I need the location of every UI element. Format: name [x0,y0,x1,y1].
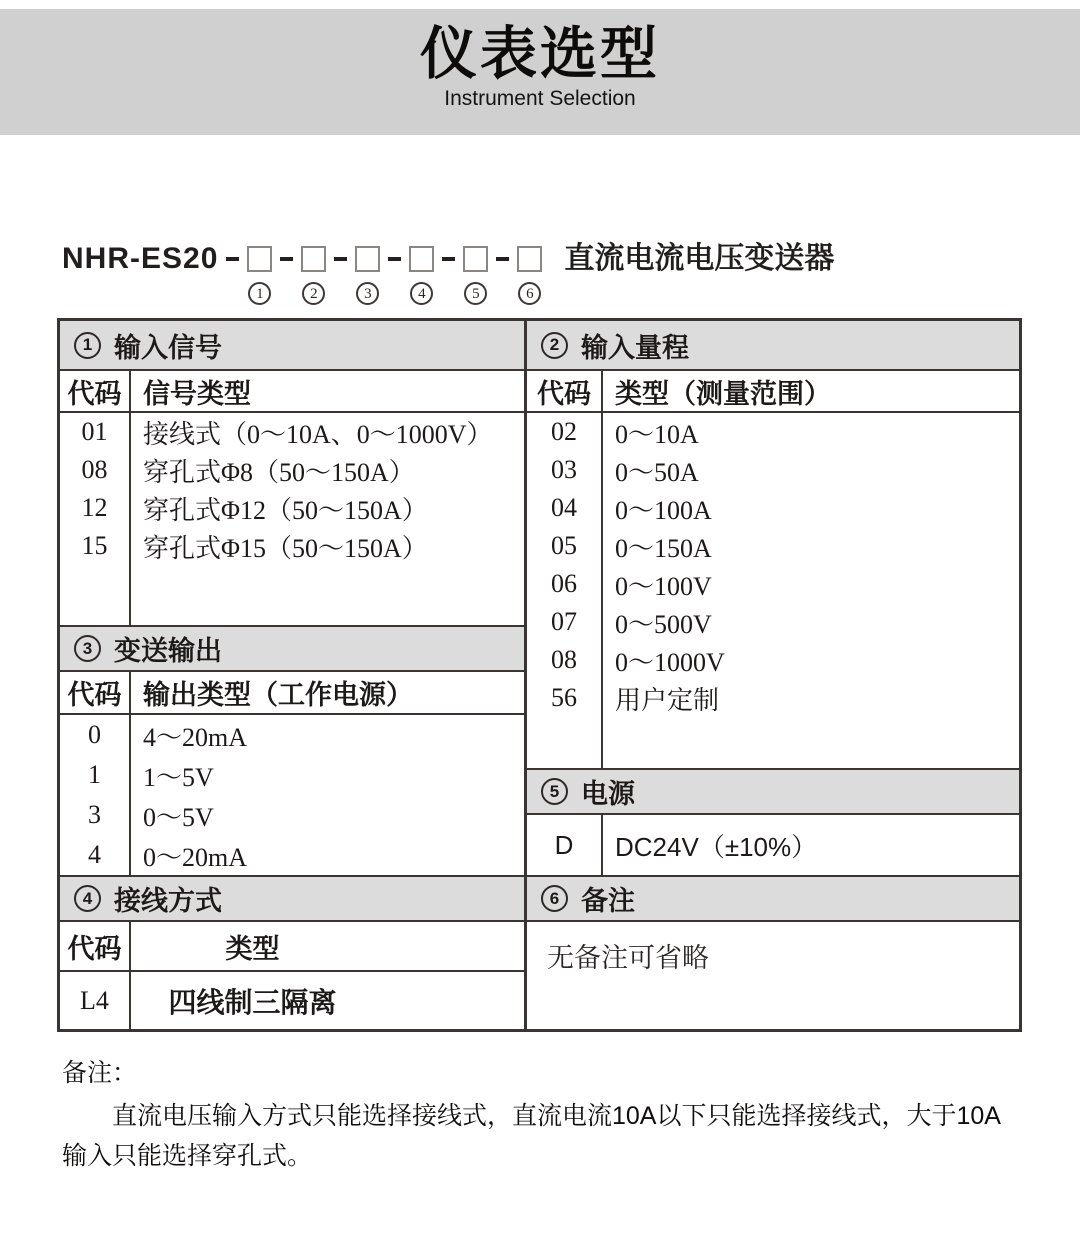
cell-code: 4 [60,835,131,875]
header-cell-code: 代码 [60,672,131,713]
column-header-row [60,672,524,715]
section-number-badge: 6 [541,885,568,912]
selection-table [57,318,1022,1032]
dash-separator [334,257,347,261]
cell-desc: 4～20mA [143,722,248,752]
cell-desc: 穿孔式Φ15（50～150A） [143,533,428,563]
cell-desc: 0～500V [615,609,712,639]
table-row [60,715,524,755]
section-number-badge: 1 [74,332,101,359]
column-header-row [60,371,524,413]
model-digit-box [247,246,272,272]
cell-code: 08 [60,451,131,489]
column-header-row [527,371,1019,413]
footnote-label: 备注： [62,1059,138,1087]
cell-code: 3 [60,795,131,835]
model-prefix: NHR-ES20 [62,242,219,275]
section-number-badge: 2 [541,332,568,359]
cell-code: 04 [527,489,603,527]
table-row [60,451,524,489]
cell-code: 1 [60,755,131,795]
section-title: 变送输出 [114,636,222,666]
table-row [527,679,1019,717]
model-slot-2 [301,242,326,305]
circled-number: 3 [356,282,379,305]
page-subtitle: Instrument Selection [444,87,636,110]
model-digit-box [409,246,434,272]
section-title: 输入量程 [581,332,689,363]
model-slot-3 [355,242,380,305]
cell-code: 08 [527,641,603,679]
cell-desc: 四线制三隔离 [168,987,337,1019]
cell-code: 56 [527,679,603,717]
cell-desc: 0～100A [615,495,712,525]
circled-number: 4 [410,282,433,305]
header-cell-code: 代码 [527,371,603,411]
section-title: 接线方式 [114,886,222,916]
section-header-input-range [527,321,1019,371]
cell-code: 03 [527,451,603,489]
title-banner [0,9,1080,135]
section-title: 备注 [581,886,635,916]
cell-code: 0 [60,715,131,755]
model-digit-box [517,246,542,272]
table-row [527,489,1019,527]
cell-desc: 用户定制 [615,685,720,715]
table-row [527,641,1019,679]
cell-code: 02 [527,413,603,451]
table-row [60,972,524,1029]
dash-separator [496,257,509,261]
cell-desc: 0～50A [615,457,699,487]
footnote [62,1053,1022,1176]
table-row [527,565,1019,603]
cell-code: D [527,815,603,875]
cell-code: 12 [60,489,131,527]
header-cell-type: 输出类型（工作电源） [143,680,413,710]
section-number-badge: 5 [541,778,568,805]
cell-desc: 0～20mA [143,842,248,872]
cell-desc: 0～150A [615,533,712,563]
page-title: 仪表选型 [420,22,660,86]
footnote-line: 直流电压输入方式只能选择接线式，直流电流10A以下只能选择接线式，大于10A [112,1102,1001,1130]
table-left-column [60,321,527,1029]
model-digit-box [355,246,380,272]
table-filler [527,717,1019,768]
cell-code: 07 [527,603,603,641]
cell-code: L4 [60,972,131,1029]
remark-content: 无备注可省略 [547,943,709,973]
cell-desc: 1～5V [143,762,214,792]
header-cell-type: 类型（测量范围） [615,378,831,409]
model-slot-5 [463,242,488,305]
table-row [60,489,524,527]
cell-code: 15 [60,527,131,565]
cell-desc: 0～100V [615,571,712,601]
model-digit-box [463,246,488,272]
dash-separator [226,257,239,261]
cell-desc: 0～1000V [615,647,725,677]
header-cell-type: 类型 [225,933,280,964]
circled-number: 6 [518,282,541,305]
model-slot-6 [517,242,542,305]
table-row [527,603,1019,641]
input-range-rows [527,413,1019,768]
transmit-output-rows [60,715,524,875]
cell-desc: DC24V（±10%） [615,831,818,862]
footnote-line: 输入只能选择穿孔式。 [62,1142,313,1170]
table-row [60,755,524,795]
table-row [60,413,524,451]
section-header-power-supply [527,768,1019,815]
cell-desc: 接线式（0～10A、0～1000V） [143,419,493,449]
section-number-badge: 3 [74,635,101,662]
cell-code: 05 [527,527,603,565]
table-row [527,527,1019,565]
table-row [60,795,524,835]
table-right-column [527,321,1019,1029]
dash-separator [388,257,401,261]
column-header-row [60,922,524,972]
table-row [527,451,1019,489]
section-number-badge: 4 [74,885,101,912]
table-row [527,815,1019,875]
table-row [60,527,524,565]
circled-number: 1 [248,282,271,305]
model-code-line [62,242,834,305]
section-title: 输入信号 [114,332,222,363]
input-signal-rows [60,413,524,625]
cell-code: 06 [527,565,603,603]
cell-desc: 0～5V [143,802,214,832]
header-cell-code: 代码 [60,371,131,411]
table-row [527,413,1019,451]
table-filler [60,565,524,625]
dash-separator [442,257,455,261]
dash-separator [280,257,293,261]
section-header-wiring-mode [60,875,524,922]
circled-number: 5 [464,282,487,305]
section-header-remark [527,875,1019,922]
cell-code: 01 [60,413,131,451]
circled-number: 2 [302,282,325,305]
header-cell-type: 信号类型 [143,378,251,409]
cell-desc: 穿孔式Φ8（50～150A） [143,457,415,487]
cell-desc: 穿孔式Φ12（50～150A） [143,495,428,525]
section-header-transmit-output [60,625,524,672]
header-cell-code: 代码 [60,922,131,970]
model-digit-box [301,246,326,272]
section-header-input-signal [60,321,524,371]
table-row [60,835,524,875]
model-slot-1 [247,242,272,305]
model-product-name: 直流电流电压变送器 [564,242,835,275]
model-slot-4 [409,242,434,305]
cell-desc: 0～10A [615,419,699,449]
section-title: 电源 [581,779,635,809]
